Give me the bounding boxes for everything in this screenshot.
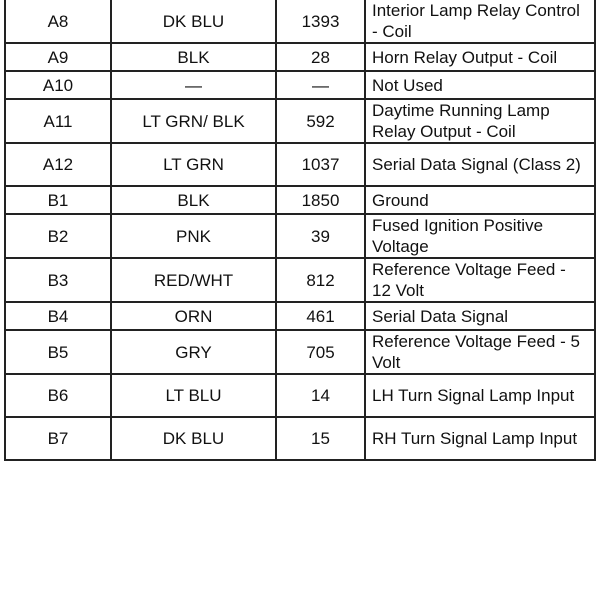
- connector-pinout-table: [4, 0, 596, 461]
- function-cell: Interior Lamp Relay Control - Coil: [365, 0, 595, 43]
- wire-color-cell: —: [111, 71, 276, 99]
- wire-color-cell: DK BLU: [111, 0, 276, 43]
- function-cell: Serial Data Signal (Class 2): [365, 143, 595, 186]
- circuit-cell: 461: [276, 302, 365, 330]
- wire-color-cell: GRY: [111, 330, 276, 374]
- circuit-cell: 705: [276, 330, 365, 374]
- pin-cell: B4: [5, 302, 111, 330]
- function-cell: Horn Relay Output - Coil: [365, 43, 595, 71]
- table-row: [5, 186, 595, 214]
- wire-color-cell: ORN: [111, 302, 276, 330]
- table-row: [5, 43, 595, 71]
- function-cell: Ground: [365, 186, 595, 214]
- circuit-cell: —: [276, 71, 365, 99]
- wire-color-cell: BLK: [111, 43, 276, 71]
- pin-cell: B5: [5, 330, 111, 374]
- function-cell: Serial Data Signal: [365, 302, 595, 330]
- pin-cell: A11: [5, 99, 111, 143]
- table-row: [5, 143, 595, 186]
- table-row: [5, 0, 595, 43]
- pin-cell: A12: [5, 143, 111, 186]
- circuit-cell: 15: [276, 417, 365, 460]
- function-cell: LH Turn Signal Lamp Input: [365, 374, 595, 417]
- pin-cell: B2: [5, 214, 111, 258]
- circuit-cell: 39: [276, 214, 365, 258]
- function-cell: RH Turn Signal Lamp Input: [365, 417, 595, 460]
- circuit-cell: 1393: [276, 0, 365, 43]
- pin-cell: B3: [5, 258, 111, 302]
- pin-cell: B7: [5, 417, 111, 460]
- wire-color-cell: BLK: [111, 186, 276, 214]
- circuit-cell: 28: [276, 43, 365, 71]
- wire-color-cell: PNK: [111, 214, 276, 258]
- table-row: [5, 302, 595, 330]
- pin-cell: B6: [5, 374, 111, 417]
- table-row: [5, 71, 595, 99]
- table-row: [5, 330, 595, 374]
- function-cell: Fused Ignition Positive Voltage: [365, 214, 595, 258]
- circuit-cell: 14: [276, 374, 365, 417]
- table-body: [5, 0, 595, 460]
- table-row: [5, 417, 595, 460]
- table-row: [5, 374, 595, 417]
- circuit-cell: 1850: [276, 186, 365, 214]
- function-cell: Daytime Running Lamp Relay Output - Coil: [365, 99, 595, 143]
- function-cell: Not Used: [365, 71, 595, 99]
- table-row: [5, 258, 595, 302]
- table-row: [5, 99, 595, 143]
- wire-color-cell: LT GRN/ BLK: [111, 99, 276, 143]
- table-row: [5, 214, 595, 258]
- circuit-cell: 592: [276, 99, 365, 143]
- wire-color-cell: LT BLU: [111, 374, 276, 417]
- function-cell: Reference Voltage Feed - 12 Volt: [365, 258, 595, 302]
- circuit-cell: 812: [276, 258, 365, 302]
- wire-color-cell: DK BLU: [111, 417, 276, 460]
- pin-cell: A9: [5, 43, 111, 71]
- pin-cell: B1: [5, 186, 111, 214]
- circuit-cell: 1037: [276, 143, 365, 186]
- wire-color-cell: LT GRN: [111, 143, 276, 186]
- pin-cell: A8: [5, 0, 111, 43]
- pin-cell: A10: [5, 71, 111, 99]
- function-cell: Reference Voltage Feed - 5 Volt: [365, 330, 595, 374]
- wire-color-cell: RED/WHT: [111, 258, 276, 302]
